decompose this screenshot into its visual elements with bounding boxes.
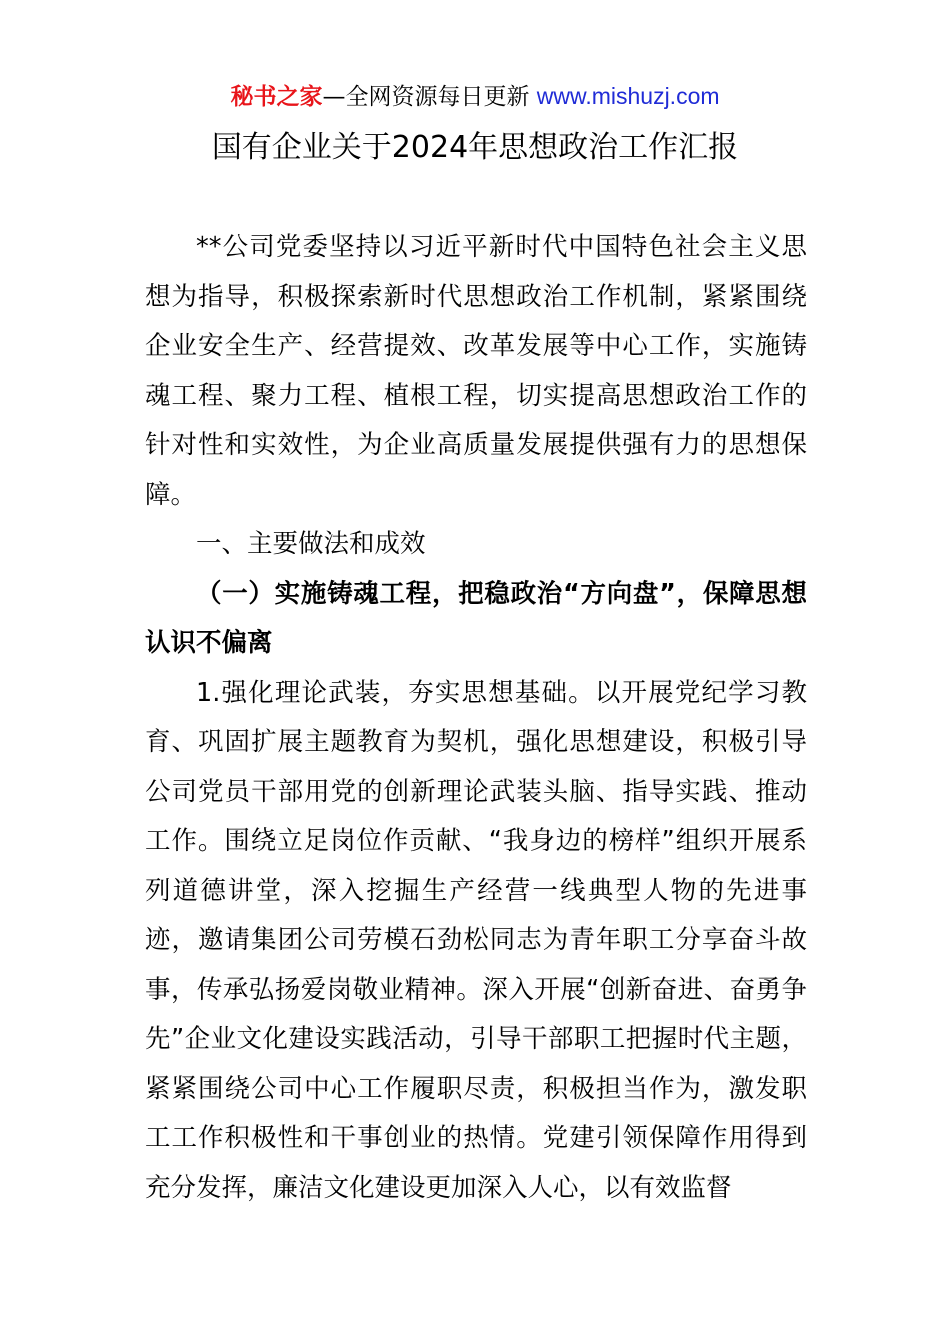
site-url-link[interactable]: www.mishuzj.com: [536, 83, 720, 109]
site-header: [0, 80, 950, 113]
document-body: [145, 223, 807, 1213]
subsection-heading: （一）实施铸魂工程，把稳政治“方向盘”，保障思想认识不偏离: [145, 578, 807, 658]
section-heading: 一、主要做法和成效: [196, 529, 426, 559]
document-title: 国有企业关于2024年思想政治工作汇报: [211, 130, 739, 165]
header-tagline: —全网资源每日更新: [322, 84, 530, 110]
body-paragraph: 1.强化理论武装，夯实思想基础。以开展党纪学习教育、巩固扩展主题教育为契机，强化思想建设，积极引导公司党员干部用党的创新理论武装头脑、指导实践、推动工作。围绕立足岗位作贡献、“我身边的榜样”组织开展系列道德讲堂，深入挖掘生产经营一线典型人物的先进事迹，邀请集团公司劳模石劲松同志为青年职工分享奋斗故事，传承弘扬爱岗敬业精神。深入开展“创新奋进、奋勇争先”企业文化建设实践活动，引导干部职工把握时代主题，紧紧围绕公司中心工作履职尽责，积极担当作为，激发职工工作积极性和干事创业的热情。党建引领保障作用得到充分发挥，廉洁文化建设更加深入人心，以有效监督: [145, 677, 807, 1203]
brand-name: 秘书之家: [230, 84, 323, 110]
intro-paragraph: **公司党委坚持以习近平新时代中国特色社会主义思想为指导，积极探索新时代思想政治工作机制，紧紧围绕企业安全生产、经营提效、改革发展等中心工作，实施铸魂工程、聚力工程、植根工程，切实提高思想政治工作的针对性和实效性，为企业高质量发展提供强有力的思想保障。: [145, 232, 807, 510]
